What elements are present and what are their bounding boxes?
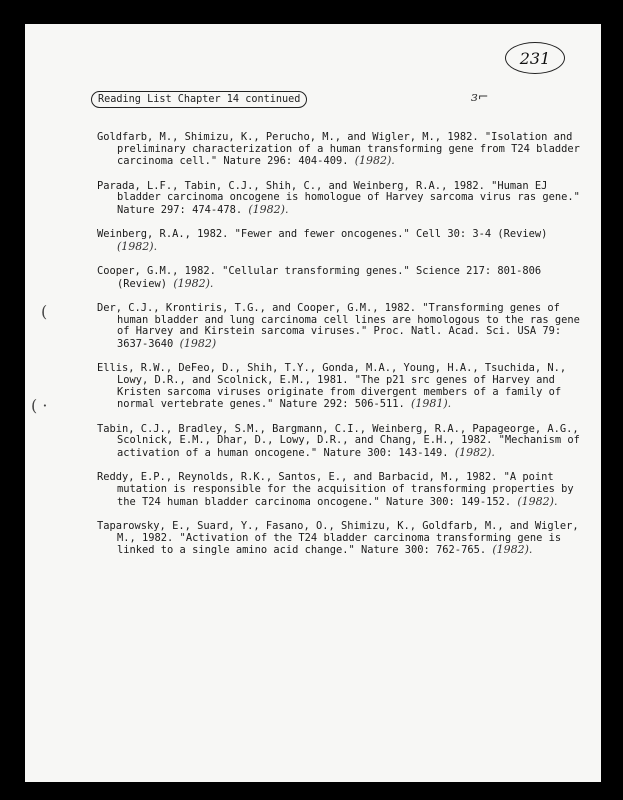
reference-text: Der, C.J., Krontiris, T.G., and Cooper, G.M., 1982. "Transforming genes of human bladder and lung carcinoma cell lines are homologous to the ras gene of Harvey and Kirstein sarcoma viruses." Proc. Natl. Acad. Sci. USA 79: 3637-3640: [97, 302, 580, 351]
reference-item: [97, 521, 592, 557]
reference-text: Ellis, R.W., DeFeo, D., Shih, T.Y., Gonda, M.A., Young, H.A., Tsuchida, N., Lowy, D.R., and Scolnick, E.M., 1981. "The p21 src genes of Harvey and Kristen sarcoma viruses originate from divergent members of a family of normal vertebrate genes." Nature 292: 506-511.: [97, 362, 567, 411]
reference-text: Weinberg, R.A., 1982. "Fewer and fewer oncogenes." Cell 30: 3-4 (Review): [97, 228, 548, 241]
reference-item: [97, 266, 592, 290]
reference-item: [97, 472, 592, 508]
reference-item: [97, 229, 592, 253]
handwritten-note: (1982).: [354, 154, 395, 168]
margin-mark: (: [41, 302, 48, 321]
handwritten-note: (1982).: [454, 446, 495, 460]
reference-text: Cooper, G.M., 1982. "Cellular transforming genes." Science 217: 801-806 (Review): [97, 265, 542, 290]
handwritten-note: (1982).: [517, 494, 558, 508]
reference-text: Reddy, E.P., Reynolds, R.K., Santos, E., and Barbacid, M., 1982. "A point mutation is responsible for the acquisition of transforming properties by the T24 human bladder carcinoma oncogene." Nature 300: 149-152.: [97, 471, 574, 508]
handwritten-note: (1982).: [492, 543, 533, 557]
reference-item: [97, 132, 592, 168]
page-heading: Reading List Chapter 14 continued: [91, 91, 307, 108]
page-number: 231: [505, 42, 565, 74]
handwritten-note: (1982).: [248, 203, 289, 217]
reference-item: [97, 181, 592, 217]
reference-text: Parada, L.F., Tabin, C.J., Shih, C., and Weinberg, R.A., 1982. "Human EJ bladder carcinoma oncogene is homologue of Harvey sarcoma virus ras gene." Nature 297: 474-478.: [97, 179, 580, 217]
handwritten-note: (1982): [179, 337, 217, 351]
reference-list: [97, 132, 592, 569]
reference-item: [97, 363, 592, 411]
handwritten-note: (1982).: [173, 276, 214, 290]
margin-mark: ( ·: [31, 396, 48, 415]
reference-text: Tabin, C.J., Bradley, S.M., Bargmann, C.I., Weinberg, R.A., Papageorge, A.G., Scolnick, E.M., Dhar, D., Lowy, D.R., and Chang, E.H., 1982. "Mechanism of activation of a human oncogene." Nature 300: 143-149.: [97, 422, 580, 460]
document-page: [25, 24, 601, 782]
reference-item: [97, 303, 592, 351]
handwritten-mark: ɜ⌐: [471, 90, 489, 105]
reference-text: Goldfarb, M., Shimizu, K., Perucho, M., and Wigler, M., 1982. "Isolation and preliminary characterization of a human transforming gene from T24 bladder carcinoma cell." Nature 296: 404-409.: [97, 131, 580, 168]
reference-item: [97, 424, 592, 460]
handwritten-note: (1981).: [411, 397, 452, 411]
handwritten-note: (1982).: [117, 239, 158, 253]
reference-text: Taparowsky, E., Suard, Y., Fasano, O., Shimizu, K., Goldfarb, M., and Wigler, M., 1982. "Activation of the T24 bladder carcinoma transforming gene is linked to a single amino acid change." Nature 300: 762-765.: [97, 519, 579, 557]
